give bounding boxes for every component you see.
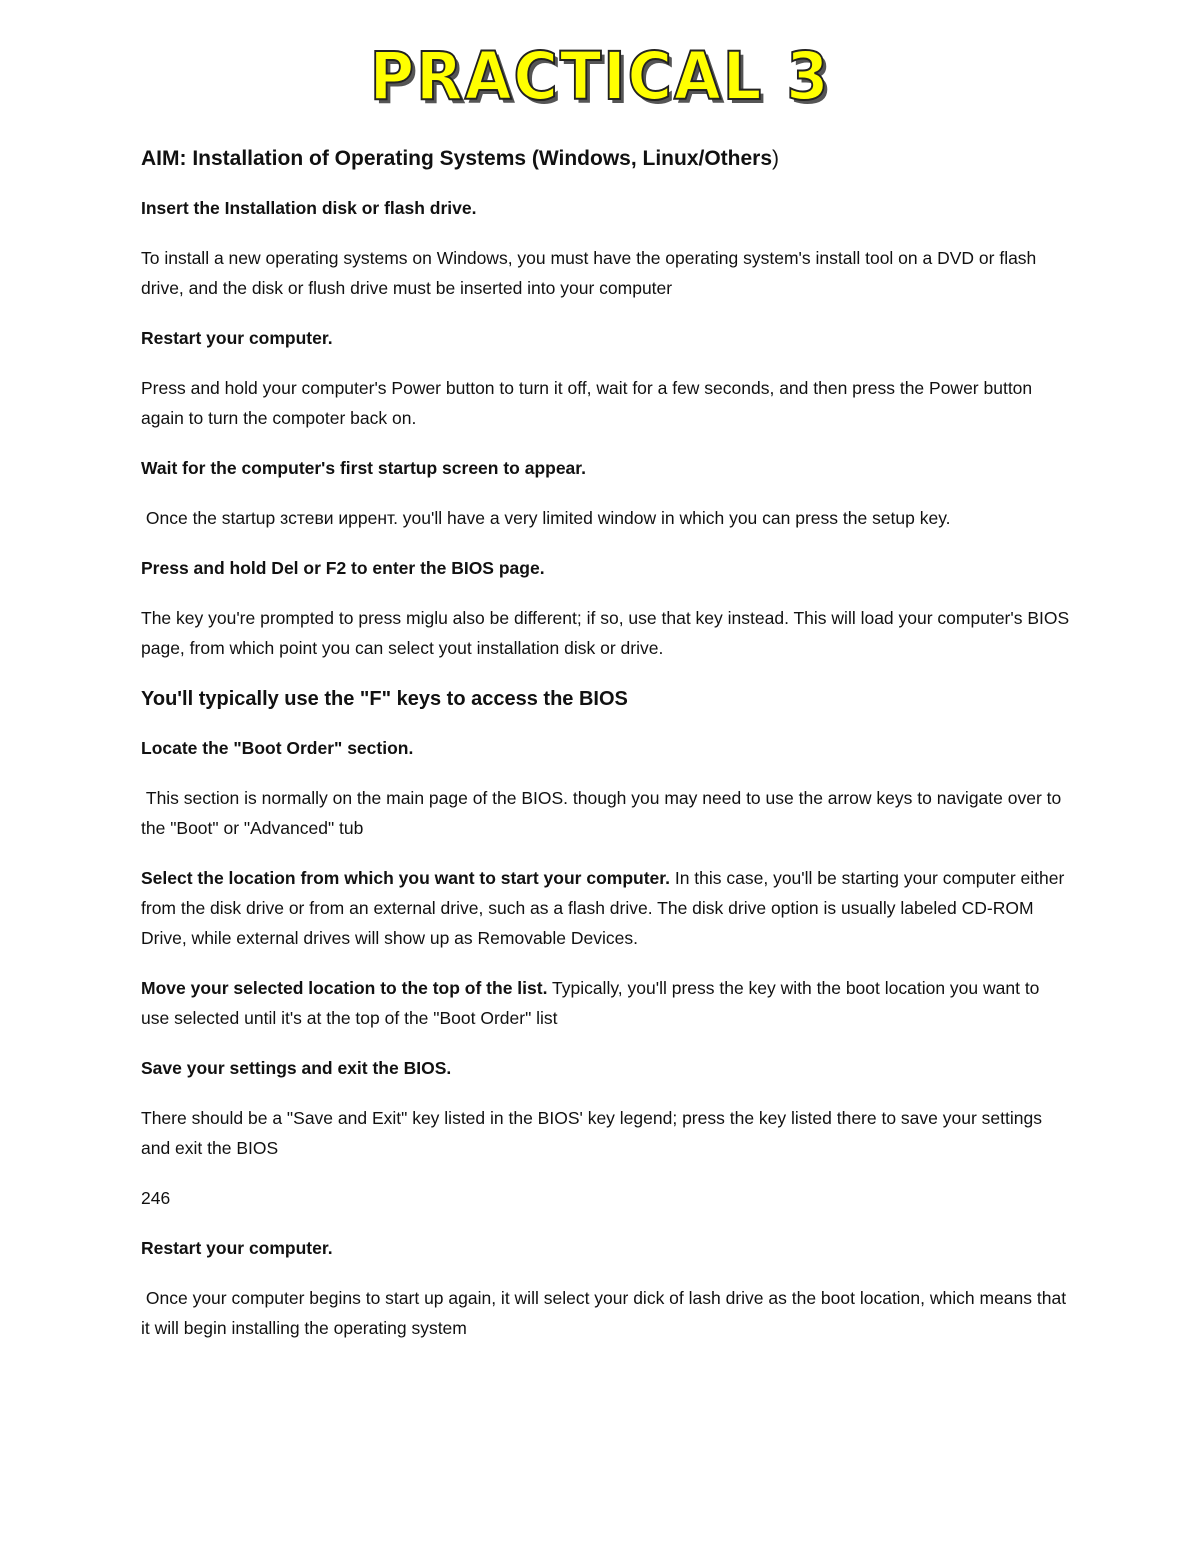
- document-body: [141, 143, 1071, 1363]
- step-select-location: [141, 863, 1071, 953]
- page-number: 246: [141, 1188, 171, 1208]
- aim-closing-paren: ): [772, 147, 780, 170]
- step-restart-heading: Restart your computer.: [141, 328, 333, 348]
- step-wait-body: Once the startup ɜстеви иррент. you'll have a very limited window in which you can press the setup key.: [141, 508, 951, 528]
- f-keys-heading: You'll typically use the "F" keys to access the BIOS: [141, 688, 628, 710]
- step-boot-order-heading: Locate the "Boot Order" section.: [141, 738, 414, 758]
- aim-heading: [141, 143, 1071, 175]
- aim-text: AIM: Installation of Operating Systems (Windows, Linux/Others: [141, 147, 773, 170]
- step-insert-heading: Insert the Installation disk or flash drive.: [141, 198, 477, 218]
- step-bios-body: The key you're prompted to press miglu also be different; if so, use that key instead. This will load your computer's BIOS page, from which point you can select yout installation disk or drive.: [141, 608, 1070, 658]
- step-wait-heading: Wait for the computer's first startup screen to appear.: [141, 458, 586, 478]
- step-select-location-text: In this case, you'll be starting your computer either from the disk drive or from an external drive, such as a flash drive. The disk drive option is usually labeled CD-ROM Drive, while external drives will show up as Removable Devices.: [141, 868, 1070, 948]
- step-bios-heading: Press and hold Del or F2 to enter the BIOS page.: [141, 558, 545, 578]
- step-save-heading: Save your settings and exit the BIOS.: [141, 1058, 452, 1078]
- step-final-restart-body: Once your computer begins to start up again, it will select your dick of lash drive as the boot location, which means that it will begin installing the operating system: [141, 1288, 1071, 1338]
- step-final-restart-heading: Restart your computer.: [141, 1238, 333, 1258]
- step-move-location-bold: Move your selected location to the top of the list.: [141, 978, 548, 998]
- step-boot-order-body: This section is normally on the main page of the BIOS. though you may need to use the arrow keys to navigate over to the "Boot" or "Advanced" tub: [141, 788, 1067, 838]
- step-move-location-text: Typically, you'll press the key with the boot location you want to use selected until it's at the top of the "Boot Order" list: [141, 978, 1045, 1028]
- step-restart-body: Press and hold your computer's Power button to turn it off, wait for a few seconds, and then press the Power button again to turn the compoter back on.: [141, 378, 1033, 428]
- step-move-location: [141, 973, 1071, 1033]
- step-select-location-bold: Select the location from which you want to start your computer.: [141, 868, 670, 888]
- step-insert-body: To install a new operating systems on Windows, you must have the operating system's install tool on a DVD or flash drive, and the disk or flush drive must be inserted into your computer: [141, 248, 1037, 298]
- step-save-body: There should be a "Save and Exit" key listed in the BIOS' key legend; press the key listed there to save your settings and exit the BIOS: [141, 1108, 1042, 1158]
- page-title: PRACTICAL 3: [369, 38, 831, 115]
